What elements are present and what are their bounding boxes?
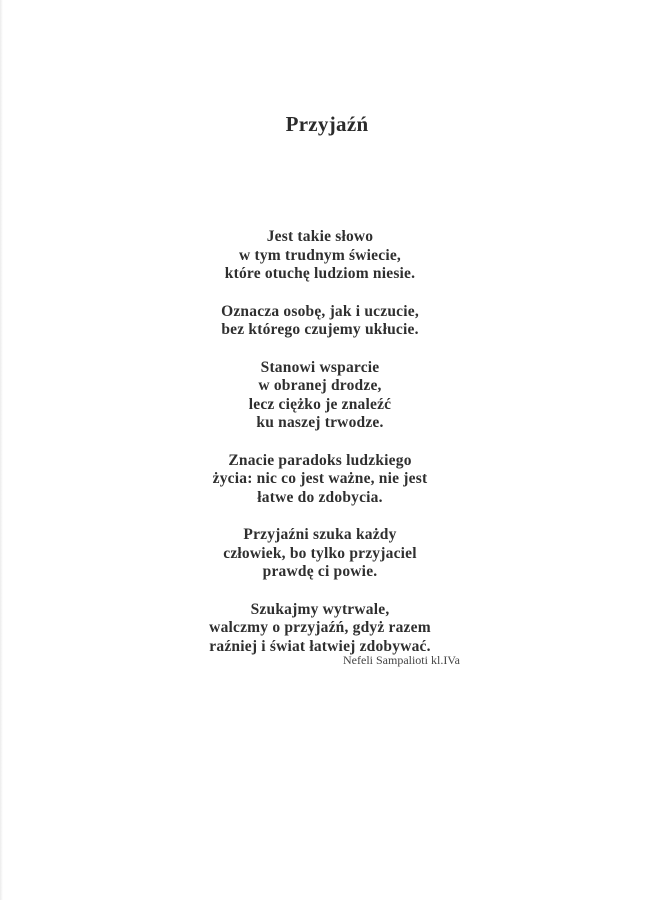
- poem-line: Stanowi wsparcie: [260, 358, 380, 376]
- poem-line: człowiek, bo tylko przyjaciel: [223, 544, 417, 562]
- poem-line: Szukajmy wytrwale,: [250, 600, 390, 618]
- poem-line: życia: nic co jest ważne, nie jest: [212, 470, 428, 487]
- stanza-1: [110, 228, 530, 284]
- author-signature: Nefeli Sampalioti kl.IVa: [343, 653, 460, 667]
- stanza-5: [110, 526, 530, 582]
- poem-line: raźniej i świat łatwiej zdobywać.: [209, 637, 431, 655]
- poem-line: Oznacza osobę, jak i uczucie,: [221, 302, 419, 320]
- poem-line: walczmy o przyjaźń, gdyż razem: [209, 619, 431, 636]
- stanza-6: [110, 601, 530, 657]
- poem-line: Jest takie słowo: [266, 228, 374, 245]
- poem-line: lecz ciężko je znaleźć: [248, 395, 392, 413]
- poem-title: Przyjaźń: [285, 112, 369, 136]
- poem-line: Przyjaźni szuka każdy: [243, 526, 397, 543]
- stanza-4: [110, 452, 530, 508]
- poem-line: prawdę ci powie.: [262, 563, 378, 580]
- poem-line: w obranej drodze,: [258, 377, 382, 394]
- poem-line: ku naszej trwodze.: [256, 414, 384, 431]
- poem-line: w tym trudnym świecie,: [239, 246, 401, 264]
- poem-line: które otuchę ludziom niesie.: [224, 265, 416, 282]
- stanza-3: [110, 359, 530, 433]
- stanza-2: [110, 303, 530, 340]
- poem-line: bez którego czujemy ukłucie.: [221, 321, 419, 338]
- poem-body: [110, 228, 530, 675]
- poem-line: Znacie paradoks ludzkiego: [228, 451, 412, 469]
- poem-line: łatwe do zdobycia.: [257, 488, 383, 506]
